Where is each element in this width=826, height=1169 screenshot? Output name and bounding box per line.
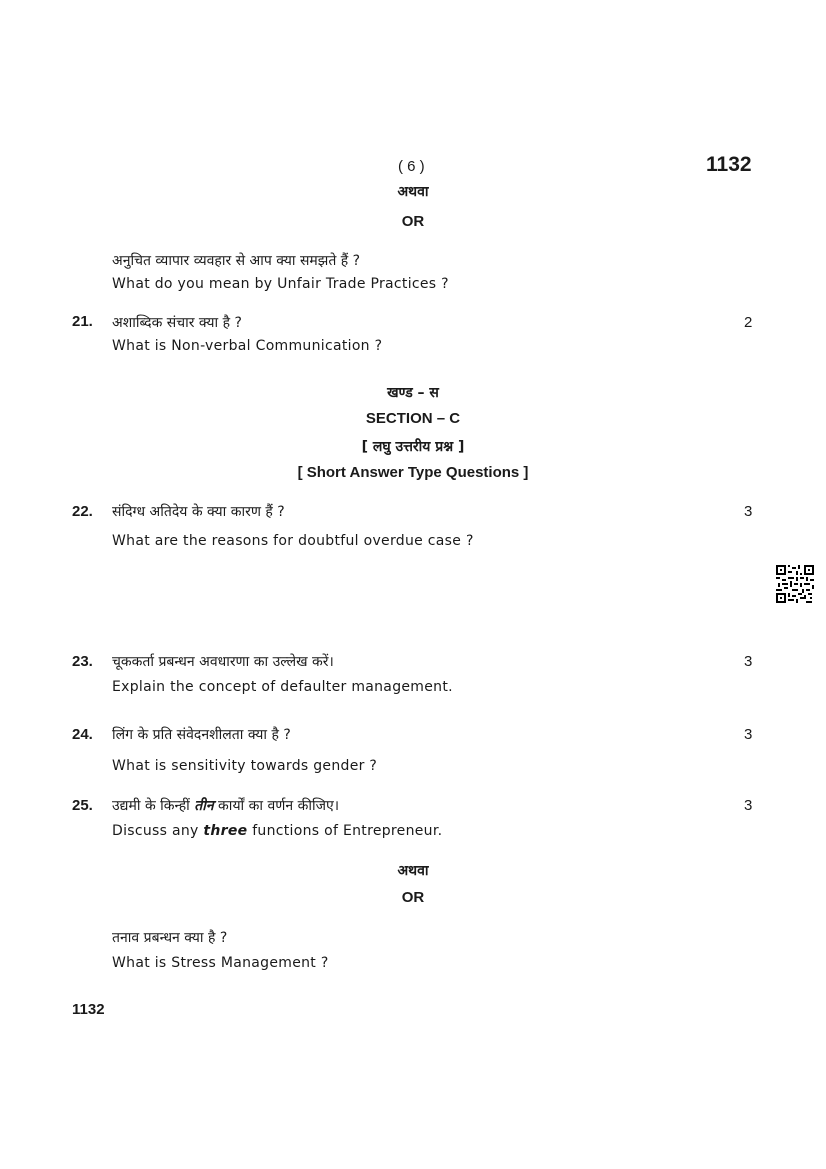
question-hindi: चूककर्ता प्रबन्धन अवधारणा का उल्लेख करें।: [112, 654, 334, 670]
question-number: 24.: [72, 726, 93, 743]
question-hindi: संदिग्ध अतिदेय के क्या कारण हैं ?: [112, 504, 285, 520]
or-english-top: OR: [401, 213, 425, 230]
question-marks: 3: [744, 503, 753, 520]
emphasis-hindi: तीन: [194, 798, 214, 814]
paper-code-header: 1132: [706, 153, 752, 176]
or-english-bottom: OR: [401, 889, 425, 906]
question-english: What is Non-verbal Communication ?: [112, 338, 383, 354]
page-number: ( 6 ): [398, 158, 425, 175]
question-number: 25.: [72, 797, 93, 814]
alt-question-hindi: तनाव प्रबन्धन क्या है ?: [112, 930, 228, 946]
alt-question-english: What do you mean by Unfair Trade Practices ?: [112, 276, 449, 292]
question-number: 21.: [72, 313, 93, 330]
question-marks: 2: [744, 314, 753, 331]
alt-question-english: What is Stress Management ?: [112, 955, 329, 971]
question-english-part: Discuss any: [112, 823, 204, 839]
question-marks: 3: [744, 726, 753, 743]
section-title-english: SECTION – C: [365, 410, 461, 427]
or-hindi-bottom: अथवा: [397, 863, 429, 879]
question-number: 23.: [72, 653, 93, 670]
question-marks: 3: [744, 653, 753, 670]
question-marks: 3: [744, 797, 753, 814]
emphasis-english: three: [203, 823, 248, 839]
section-subtitle-english: [ Short Answer Type Questions ]: [297, 464, 529, 481]
question-hindi: [112, 796, 339, 815]
question-hindi: अशाब्दिक संचार क्या है ?: [112, 315, 242, 331]
question-english: [112, 823, 442, 839]
question-hindi-part: कार्यों का वर्णन कीजिए।: [213, 798, 340, 814]
question-english-part: functions of Entrepreneur.: [247, 823, 443, 839]
question-english: What is sensitivity towards gender ?: [112, 758, 378, 774]
paper-code-footer: 1132: [72, 1001, 105, 1018]
question-number: 22.: [72, 503, 93, 520]
or-hindi-top: अथवा: [397, 184, 429, 200]
question-english: Explain the concept of defaulter management.: [112, 679, 453, 695]
alt-question-hindi: अनुचित व्यापार व्यवहार से आप क्या समझते हैं ?: [112, 253, 361, 269]
question-hindi: लिंग के प्रति संवेदनशीलता क्या है ?: [112, 727, 291, 743]
section-subtitle-hindi: [ लघु उत्तरीय प्रश्न ]: [361, 439, 465, 455]
question-english: What are the reasons for doubtful overdue case ?: [112, 533, 474, 549]
qr-code: [776, 565, 814, 603]
question-hindi-part: उद्यमी के किन्हीं: [112, 798, 195, 814]
section-title-hindi: खण्ड – स: [387, 385, 439, 401]
